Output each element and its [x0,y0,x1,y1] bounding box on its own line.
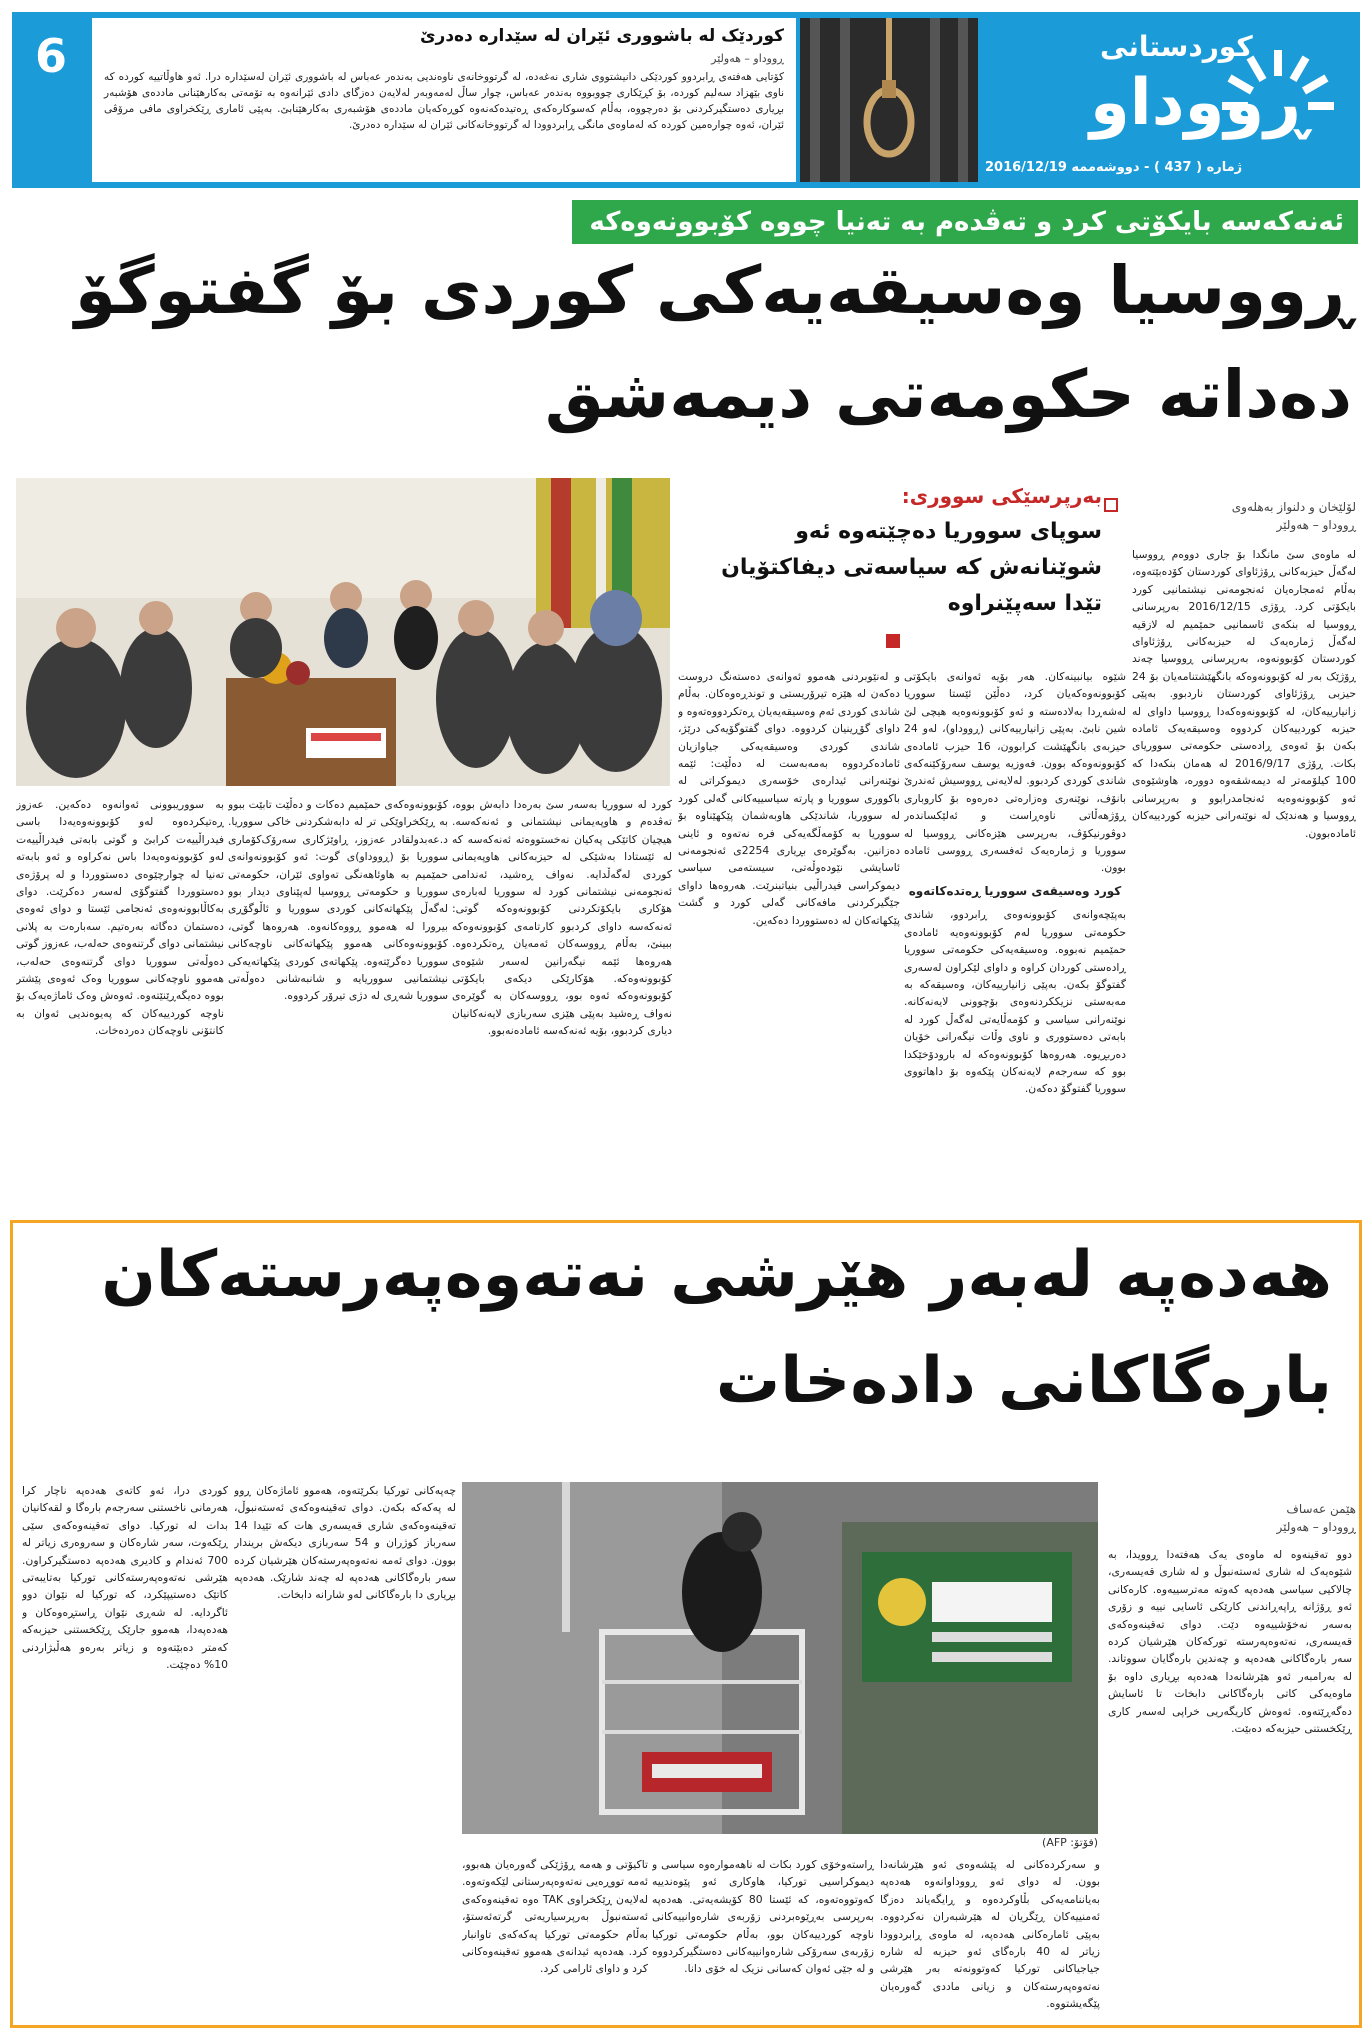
story1-byline-name: لۆلێخان و دلنواز بەهلەوی [1231,500,1356,514]
story1-column-3 [678,668,900,1210]
story2-byline-name: هێمن عەساف [1286,1502,1356,1516]
story2-column-2 [880,1856,1100,2016]
story2-headline-line2[interactable]: بارەگاکانی دادەخات [715,1344,1332,1418]
story2-column-4-text: تاکیۆتی و هەمە ڕۆژێکی گەورەیان هەبوو، ئەمە تووڕەیی نەتەوەپەرستانی لێکەوتەوە. لەلایەن ڕێکخراوی TAK ەوە تەقینەوەکەی ئەستەنبوڵ بەرپرسیاریەتی گرتەئەستۆ، بەڵام حکومەتی تورکیا پەکەکەی تاوانبار کرد. هەدەپە ئیدانەی هەموو تەقینەوەکانی کرد و داوای ئارامی کرد. [462,1858,648,1976]
story2-column-3-text: ڕاستەوخۆی کورد بکات لە ناهەموارەوە سیاسی و دیموکراسیی تورکیا، هاوکاری ئەو پێوەندییە کەوتووەتەوە، کە ئێستا 80 کۆیشەیەتی. هەدەپە بەرپرسی بەڕێوەبردنی زۆربەی شارەوانییەکانی ناوچە کوردییەکان بوو، بەڵام حکومەتی تورکیا زۆربەی سەرۆکی شارەوانییەکانی دەستگیرکردووە و لە جێی ئەوان کەسانی نزیک لە خۆی دانا. [652,1858,874,1976]
story1-column-2 [904,668,1126,1210]
story2-column-1-text: دوو تەقینەوە لە ماوەی یەک هەفتەدا ڕوویدا، بە شێوەیەک لە شاری ئەستەنبوڵ و لە شاری قەیسەری، چالاکیی سیاسی هەدەپە کەوتە مەترسییەوە. کارەکانی ئەو ڕۆژانە ڕاپەڕاندنی کارێکی ئاسایی نییە و زۆری بەسەر نەخۆشییەوە دێت. دوای تەقینەوەکەی قەیسەری، نەتەوەپەرستە تورکەکان هێرشیان کردە سەر بارەگاکانی هەدەپە و چەندین بارەگایان سووتاند. لە بەرامبەر ئەو هێرشانەدا هەدەپە بڕیاری داوە بۆ ماوەیەکی کاتی بارەگاکانی دابخات تا ئاسایش دەگەڕێتەوە. ئەوەش کاریگەریی خراپی لەسەر کاری ڕێکخستنی حیزبەکە دەبێت. [1108,1548,1352,1736]
page-number: 6 [34,29,67,83]
story1-column-1-text: لە ماوەی سێ مانگدا بۆ جاری دووەم ڕووسیا لەگەڵ حیزبەکانی ڕۆژئاوای کوردستان کۆدەبێتەوە، بەڵام ئەمجارەیان ئەنجومەنی نیشتمانیی کورد بایکۆتی کرد. ڕۆژی 2016/12/15 بەرپرسانی ڕووسیا لە بنکەی ئاسمانیی حمێمیم لە لازقیە لەگەڵ ژمارەیەک لە حیزبەکانی ڕۆژئاوای کوردستان کۆبوونەوە، بەرپرسانی ڕووسیا چەند ڕۆژێک بەر لە کۆبوونەوەکە بانگهێشتنامەیان بۆ 24 حیزبی ڕۆژئاوای کوردستان ناردبوو. بەپێی زانیارییەکان، لە کۆبوونەوەکەدا ڕووسیا داوای لە حیزبە کوردییەکان کردووە وەسیقەیەک ئامادە بکەن بۆ ئەوەی ڕادەستی حکومەتی سووریای بکات. ڕۆژی 2016/9/17 لە هەمان بنکەدا کە 100 کیلۆمەتر لە دیمەشقەوە دوورە، هاوشێوەی ئەو کۆبوونەوەیە ئەنجامدرابوو و بەرپرسانی ڕووسیا و هەندێک لە نوێنەرانی حیزبە کوردییەکان ئامادەبوون. [1132,548,1356,840]
story1-subhead-kicker: بەرپرسێکی سووری: [901,484,1102,508]
story1-column-6 [16,796,224,1210]
noose-photo [800,18,978,182]
story2-column-2-text: و سەرکردەکانی لە پێشەوەی ئەو هێرشانەدا بوون. لە دوای ئەو ڕووداوانەوە هەدەپە بەیاننامەیەکی بڵاوکردەوە و ڕایگەیاند دەزگا ئەمنییەکان ڕێگریان لە هێرشبەران نەکردووە. بەپێی ئامارەکانی هەدەپە، لە ماوەی ڕابردوودا زیاتر لە 40 بارەگای ئەو حیزبە لە شارە جیاجیاکانی تورکیا کەوتوونەتە بەر هێرشی نەتەوەپەرستەکان و زیانی ماددی گەورەیان پێگەیشتووە. [880,1858,1100,2011]
story2-hdp-office-photo [462,1482,1098,1834]
story1-column-6-text: بە سووریبوونی ئەوانەوە دەکەین. عەزوز ڕەتیکردەوە لەو کۆبوونەوەیەدا باسی فیدراڵییەت کرابێ و گوتی بابەتی فیدراڵییەت لەو کۆبوونەوەیەدا باس نەکراوە و ئەو بابەتە تەنیا لە چوارچێوەی دەستووردا و لە پرۆژەی دەستووردا گفتوگۆی لەسەر دەکرێت. دوای بەکاڵابوونەوەی ئەنجامی ئێستا و دوای ئەوەی دەستمان دەگاتە بەرەتیم. سەبارەت بە پلانی نیشتمانی دوای گرتنەوەی حەلەب، عەزوز گوتی دەوڵەتی سووریا دوای گرتنەوەی حەلەب، هەموو ناوچەکانی سووریا وەک ئەوەی پێشتر بووە دەیگەڕێنێتەوە. ئەوەش وەک ئاماژەیەک بۆ ناوچە کوردییەکان کە پەیوەندیی ئەوان بە کانتۆنی ناوچەکان دەردەخات. [16,798,224,1038]
story1-meeting-photo [16,478,670,786]
story1-headline-line1[interactable]: ڕووسیا وەسیقەیەکی کوردی بۆ گفتوگۆ [74,252,1352,329]
teaser-byline: ڕووداو – هەولێر [711,52,784,65]
story2-headline-line1[interactable]: هەدەپە لەبەر هێرشی نەتەوەپەرستەکان [101,1238,1332,1312]
logo-subtitle: کوردستانی [1100,30,1253,63]
story1-byline-place: ڕووداو – هەولێر [1276,518,1356,532]
story1-subhead [678,484,1102,654]
story1-column-4 [452,796,672,1210]
story2-byline-place: ڕووداو – هەولێر [1276,1520,1356,1534]
story1-column-3-text: و لەنێوبردنی هەموو ئەوانەی دەستەنگ دروست دەکەن لە هێزە تیرۆریستی و توندڕەوەکان. بەڵام شاندی کوردی ئەم وەسیقەیەیان ڕەتکردووەتەوە و داوای گۆڕینیان کردووە. دوای گفتوگۆیەکی درێژ، شاندی کوردی وەسیقەیەکی جیاوازیان ئامادەکردووە بەمەبەست لە دەڵێت: ئێمە نوێنەرانی ئیدارەی خۆسەری دیموکراتی لە باکووری سووریا و پارتە سیاسییەکانی گەلی کورد لە سووریا، شاندێکی هاوبەشمان پێکهێناوە بۆ سووریا بە کۆمەڵگەیەکی فرە نەتەوە و ئاینی دەزانین. بەگوێرەی بڕیاری 2254ی ئەنجومەنی ئاسایشی نێودەوڵەتی، سیستەمی سیاسی دیموکراسی فیدراڵیی بنیاتبنرێت. هەروەها داوای جێگیرکردنی مافەکانی گەلی کورد و گشت پێکهاتەکان لە دەستووردا دەکەین. [678,670,900,927]
story1-column-5 [228,796,448,1210]
story2-column-5 [234,1482,456,2016]
story2-column-6-text: کوردی درا، ئەو کاتەی هەدەپە ناچار کرا هەرمانی ناخستنی سەرجەم بارەگا و لقەکانیان بدات لە تورکیا. دوای تەقینەوەکەی سێی ڕێکەوت، سەر شارەکان و سەروەری زیاتر لە 700 ئەندام و کادیری هەدەپە دەستگیرکراون. هێرشی نەتەوەپەرستەکانی تورکیا بەتایبەتی کاتێک دەستیپێکرد، کە تورکیا لە نێوان دوو ئاگردایە. لە شەڕی نێوان ڕاستڕەوەکان و هەدەپەدا، هەموو جارێک ڕێکخستنی حیزبەکە کەمتر دەبێتەوە و زیاتر بەرەو هەڵبژاردنی 10% دەچێت. [22,1484,228,1672]
story1-byline [1106,498,1356,534]
story2-byline [1106,1500,1356,1536]
story2-column-4 [462,1856,648,2016]
story2-column-5-text: چەپەکانی تورکیا بکرێتەوە، هەموو ئاماژەکان ڕوو لە پەکەکە بکەن. دوای تەقینەوەکەی ئەستەنبوڵ، تەقینەوەکەی شاری قەیسەری هات کە تێیدا 14 سەرباز کوژران و 54 سەربازی دیکەش بریندار بوون. دوای ئەمە نەتەوەپەرستەکان هێرشیان کردە سەر بارەگاکانی هەدەپە لە چەند شارێک. هەدەپە بڕیاری دا بارەگاکانی لەو شارانە دابخات. [234,1484,456,1602]
story1-column-2-subhead: کورد وەسیقەی سووریا ڕەتدەکاتەوە [908,883,1122,898]
story2-column-6 [22,1482,228,2016]
story1-column-4-text: کورد لە سووریا بەسەر سێ بەرەدا دابەش بووە، تەڤدەم و هاوپەیمانی نیشتمانی و ئەنەکەسە. هیچیان کاتێکی پەکیان نەخستووەتە ئەنەکەسە کە لە ئێستادا بەشێکی لە حیزبەکانی هاوپەیمانی کوردی لەگەڵدایە. نەواف ڕەشید، ئەندامی ئەنجومەنی نیشتمانی کورد لە سووریا لەبارەی هۆکاری بایکۆتکردنی کۆبوونەوەکە گوتی: ئەنەکەسە داوای کردبوو کارتامەی کۆبوونەوەکە ببینێ، بەڵام ڕووسەکان ئەمەیان ڕەتکردەوە. هەروەها ئێمە نیگەرانین لەسەر شێوەی کۆبوونەوەکە. هۆکارێکی دیکەی بایکۆتی کۆبوونەوەکە ئەوە بوو، ڕووسەکان بە گوێرەی نەواف ڕەشید بەپێی هێزی سەربازی لایەنەکانیان دیاری کردبوو، بۆیە ئەنەکەسە ئامادەنەبوو. [452,798,672,1038]
story1-subhead-marker-icon [886,634,900,648]
story2-photo-credit: (فۆتۆ: AFP) [1042,1836,1098,1849]
story2-column-1 [1108,1546,1352,2016]
issue-date: ژمارە ( 437 ) - دووشەممە 2016/12/19 [985,160,1243,175]
teaser-title[interactable]: کوردێک لە باشووری ئێران لە سێدارە دەدرێ [419,26,784,46]
story2-column-3 [652,1856,874,2016]
teaser-box [92,18,796,182]
story1-column-5-text: کۆبوونەوەکەی حمێمیم دەکات و دەڵێت تابێت ببوو بە ڕێکخراوێکی تر لە دابەشکردنی خاکی سووریا. د.عەبدولقادر عەزوز، ڕاوێژکاری سەرۆک‌کۆماری سووریا بۆ (ڕووداو)ی گوت: ئەو کۆبوونەوانەی حمێمیم بە هاوئاهەنگی تەواوی ئێران، حکومەتی سووریا و حکومەتی ڕووسیا لەپێناوی دیدار بوو لەگەڵ پێکهاتەکانی کوردی سووریا و ئاڵوگۆڕی بیرورا لە هەموو ڕووەکانەوە. هەروەها گوتی، کۆبوونەوەکانی هەموو پێکهاتەکانی ناوچەکانی سووریا دەگرێتەوە. پێکهاتەی کوردی پێکهاتەیەکی نیشتمانیی سووریایە و شانبەشانی دەوڵەتی سووریا شەڕی لە دژی تیرۆر کردووە. [228,798,448,1003]
logo-wordmark[interactable]: ڕووداو [1090,66,1308,140]
story1-marker-icon [1104,498,1118,512]
story1-headline-line2[interactable]: دەداتە حکومەتی دیمەشق [544,356,1352,433]
noose-icon [800,18,978,182]
story1-subhead-text: سوپای سووریا دەچێتەوە ئەو شوێنانەش کە سیاسەتی دیفاکتۆیان تێدا سەپێنراوە [721,519,1102,616]
story1-kicker: ئەنەکەسە بایکۆتی کرد و تەڤدەم بە تەنیا چووە کۆبوونەوەکە [572,200,1358,244]
teaser-text: کۆتایی هەفتەی ڕابردوو کوردێکی دانیشتووی شاری نەغەدە، لە گرتووخانەی ناوەندیی بەندەر عەباس لە باشووری ئێران لەسێدارە درا. ئەو هاوڵاتییە کوردە کە ناوی بێهزاد سەلیم کوردە، بۆ کڕێکاری چووبووە بەندەر عەباس، چوار ساڵ لەمەوبەر لەلایەن دەزگای دادی ئێرانەوە بە تۆمەتی بەکارهێنانی ماددەی هۆشبەر بڕیاری دەستگیرکردنی بۆ دەرچووە، بەڵام کەسوکارەکەی ڕەتیدەکەنەوە کوڕەکەیان ماددەی هۆشبەری بەکارهێنابێ. بەپێی ئاماری ڕێکخراوی مافی مرۆڤی ئێران، ئەوە چوارەمین کوردە کە لەماوەی مانگی ڕابردوودا لە گرتووخانەکانی ئێران لە سێدارە دەدرێ. [104,71,784,131]
story1-column-1 [1132,546,1356,1210]
story1-column-2-text-b: بەپێچەوانەی کۆبوونەوەی ڕابردوو، شاندی حکومەتی سووریا لەم کۆبوونەوەیە ئامادەی حمێمیم نەبووە. وەسیقەیەکی حکومەتی سووریا ڕادەستی کوردان کراوە و داوای لێکراون لەسەری گفتوگۆ بکەن. بەپێی زانیارییەکان، وەسیقەکە بە مەبەستی نزیککردنەوەی بۆچوونی لایەنەکانە. نوێنەرانی سیاسی و کۆمەڵایەتی لەگەڵ کورد لە بابەتی دەستووری و ناوی وڵات نیگەرانی خۆیان دەربڕیوە. هەروەها کۆبوونەوەکە لە بارودۆخێکدا بوو کە سەرجەم لایەنەکان پێکەوە بۆ داهاتووی سووریا گفتوگۆ دەکەن. [904,908,1126,1096]
story1-column-2-text: شێوە بیانبینەکان. هەر بۆیە ئەوانەی بایکۆتی کۆبوونەوەکەیان کرد، دەڵێن ئێستا سووریا لەشەڕدا بەلادەستە و ئەو کۆبوونەوەیە هیچی لێ شین نابێ. بەپێی زانیارییەکانی (ڕووداو)، لەو 24 حیزبەی بانگهێشت کرابوون، 16 حیزب ئامادەی کۆبوونەوەکە بوون. فەوزیە یوسف سەرۆکێنەکەی شاندی کوردی کردبوو. لەلایەنی ڕووسیش ئەندرێ بانۆف، نوێنەری وەزارەتی دەرەوە بۆ کاروباری ڕۆژهەڵاتی ناوەڕاست و ئەلێکساندەر دوڤورنیکۆڤ، بەرپرسی هێزەکانی ڕووسیا لە سووریا و ژمارەیەک ئەفسەری ڕووسی ئامادە بوون. [904,670,1126,875]
